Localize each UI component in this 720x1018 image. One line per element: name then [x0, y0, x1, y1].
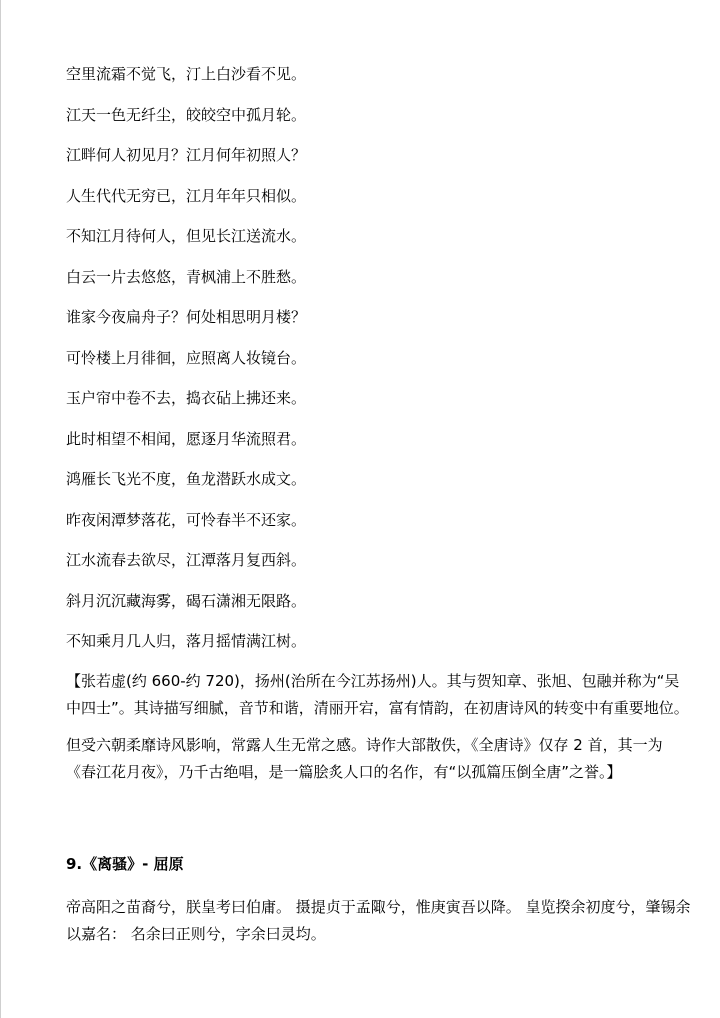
section-body: 帝高阳之苗裔兮，朕皇考曰伯庸。 摄提贞于孟陬兮，惟庚寅吾以降。 皇览揆余初度兮，肇锡余以嘉名： 名余曰正则兮，字余曰灵均。 — [66, 897, 691, 943]
poem-line: 昨夜闲潭梦落花，可怜春半不还家。 — [66, 510, 307, 529]
section-heading: 9.《离骚》- 屈原 — [66, 854, 184, 873]
author-note-paragraph-1: 【张若虚(约 660-约 720)，扬州(治所在今江苏扬州)人。其与贺知章、张旭、包融并称为“吴中四士”。其诗描写细腻，音节和谐，清丽开宕，富有情韵，在初唐诗风的转变中有重要地位。 — [66, 671, 689, 717]
poem-line: 谁家今夜扁舟子？何处相思明月楼？ — [66, 308, 307, 326]
poem-line: 斜月沉沉藏海雾，碣石潇湘无限路。 — [66, 591, 307, 610]
poem-line: 江天一色无纤尘，皎皎空中孤月轮。 — [66, 105, 307, 124]
poem-line: 空里流霜不觉飞，汀上白沙看不见。 — [66, 65, 307, 83]
poem-line: 此时相望不相闻，愿逐月华流照君。 — [66, 429, 307, 448]
poem-line: 白云一片去悠悠，青枫浦上不胜愁。 — [66, 267, 307, 286]
poem-line: 玉户帘中卷不去，捣衣砧上拂还来。 — [66, 389, 307, 407]
poem-lines — [66, 63, 691, 652]
poem-line: 江水流春去欲尽，江潭落月复西斜。 — [66, 551, 307, 569]
author-note-paragraph-2: 但受六朝柔靡诗风影响，常露人生无常之感。诗作大部散佚，《全唐诗》仅存 2 首，其一为《春江花月夜》，乃千古绝唱，是一篇脍炙人口的名作，有“以孤篇压倒全唐”之誉。】 — [66, 735, 663, 781]
poem-line: 人生代代无穷已，江月年年只相似。 — [66, 186, 307, 205]
poem-line: 江畔何人初见月？江月何年初照人？ — [66, 146, 307, 164]
poem-line: 鸿雁长飞光不度，鱼龙潜跃水成文。 — [66, 470, 307, 488]
poem-line: 不知江月待何人，但见长江送流水。 — [66, 227, 307, 245]
poem-line: 可怜楼上月徘徊，应照离人妆镜台。 — [66, 348, 307, 367]
document-content — [66, 63, 691, 948]
poem-line: 不知乘月几人归，落月摇情满江树。 — [66, 632, 307, 650]
